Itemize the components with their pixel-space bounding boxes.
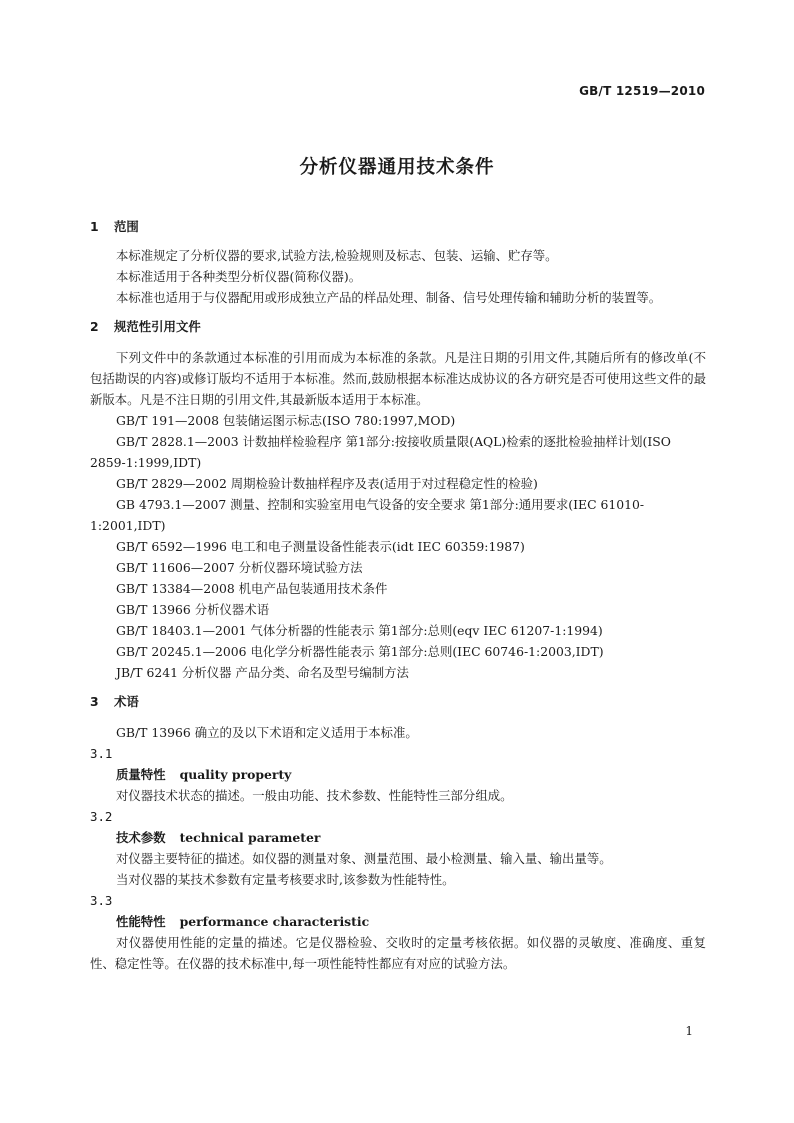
section-number: 2: [90, 319, 99, 334]
term-definition: 对仪器主要特征的描述。如仪器的测量对象、测量范围、最小检测量、输入量、输出量等。: [116, 851, 612, 866]
term-zh: 技术参数: [116, 830, 166, 845]
term-en: performance characteristic: [179, 914, 370, 929]
section-number: 1: [90, 219, 99, 234]
section-title: 术语: [114, 694, 139, 709]
reference-item: GB/T 6592—1996 电工和电子测量设备性能表示(idt IEC 60359:1987): [116, 539, 525, 554]
reference-item: GB/T 13966 分析仪器术语: [116, 602, 270, 617]
reference-item: GB/T 191—2008 包装储运图示标志(ISO 780:1997,MOD): [116, 413, 456, 428]
section-heading-normative-references: [90, 316, 706, 337]
section-title: 规范性引用文件: [114, 319, 201, 334]
term-en: quality property: [179, 767, 292, 782]
section-title: 范围: [114, 219, 139, 234]
standard-code: GB/T 12519—2010: [579, 84, 705, 98]
clause-number: 3.2: [90, 809, 113, 824]
reference-item: GB/T 13384—2008 机电产品包装通用技术条件: [116, 581, 388, 596]
reference-item: JB/T 6241 分析仪器 产品分类、命名及型号编制方法: [116, 665, 409, 680]
reference-item: GB/T 2828.1—2003 计数抽样检验程序 第1部分:按接收质量限(AQL)检索的逐批检验抽样计划(ISO 2859-1:1999,IDT): [90, 434, 671, 470]
paragraph: 本标准适用于各种类型分析仪器(简称仪器)。: [116, 269, 362, 284]
document-body: [90, 216, 706, 974]
clause-number: 3.1: [90, 746, 113, 761]
page-number: 1: [685, 1024, 693, 1038]
term-entry: [90, 911, 706, 932]
term-entry: [90, 827, 706, 848]
paragraph: 本标准也适用于与仪器配用或形成独立产品的样品处理、制备、信号处理传输和辅助分析的装置等。: [116, 290, 662, 305]
section-number: 3: [90, 694, 99, 709]
reference-item: GB 4793.1—2007 测量、控制和实验室用电气设备的安全要求 第1部分:通用要求(IEC 61010-1:2001,IDT): [90, 497, 645, 533]
reference-item: GB/T 20245.1—2006 电化学分析器性能表示 第1部分:总则(IEC 60746-1:2003,IDT): [116, 644, 604, 659]
term-definition: 当对仪器的某技术参数有定量考核要求时,该参数为性能特性。: [116, 872, 455, 887]
term-zh: 性能特性: [116, 914, 166, 929]
term-definition: 对仪器技术状态的描述。一般由功能、技术参数、性能特性三部分组成。: [116, 788, 513, 803]
term-entry: [90, 764, 706, 785]
term-zh: 质量特性: [116, 767, 166, 782]
paragraph: GB/T 13966 确立的及以下术语和定义适用于本标准。: [116, 725, 418, 740]
section-heading-terms: [90, 691, 706, 712]
section-heading-scope: [90, 216, 706, 237]
reference-item: GB/T 2829—2002 周期检验计数抽样程序及表(适用于对过程稳定性的检验): [116, 476, 538, 491]
reference-item: GB/T 18403.1—2001 气体分析器的性能表示 第1部分:总则(eqv IEC 61207-1:1994): [116, 623, 603, 638]
page-title: 分析仪器通用技术条件: [299, 157, 495, 178]
paragraph: 下列文件中的条款通过本标准的引用而成为本标准的条款。凡是注日期的引用文件,其随后所有的修改单(不包括勘误的内容)或修订版均不适用于本标准。然而,鼓励根据本标准达成协议的各方研究是否可使用这些文件的最新版本。凡是不注日期的引用文件,其最新版本适用于本标准。: [90, 350, 706, 407]
clause-number: 3.3: [90, 893, 113, 908]
term-definition: 对仪器使用性能的定量的描述。它是仪器检验、交收时的定量考核依据。如仪器的灵敏度、准确度、重复性、稳定性等。在仪器的技术标准中,每一项性能特性都应有对应的试验方法。: [90, 935, 706, 971]
reference-item: GB/T 11606—2007 分析仪器环境试验方法: [116, 560, 363, 575]
term-en: technical parameter: [179, 830, 321, 845]
paragraph: 本标准规定了分析仪器的要求,试验方法,检验规则及标志、包装、运输、贮存等。: [116, 248, 558, 263]
